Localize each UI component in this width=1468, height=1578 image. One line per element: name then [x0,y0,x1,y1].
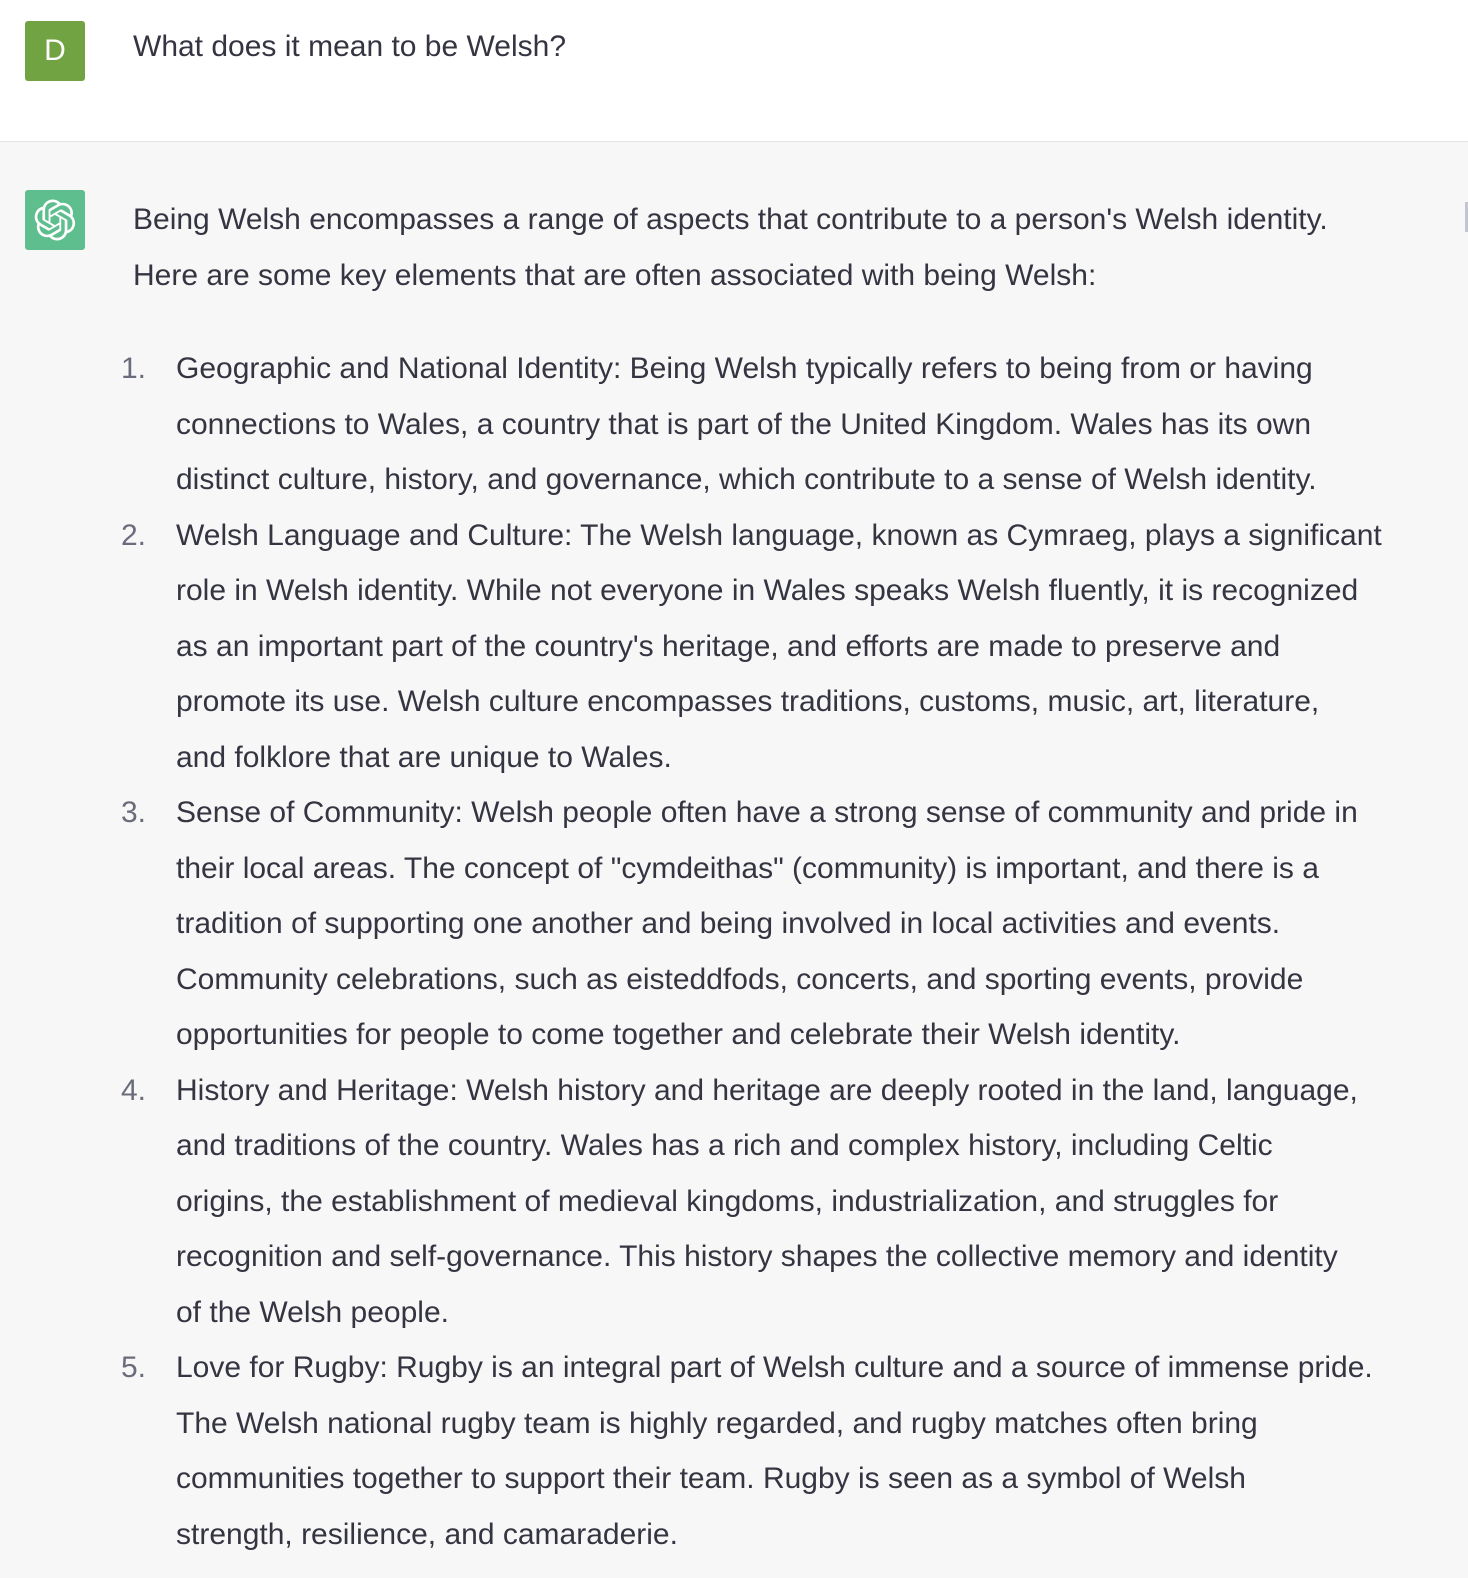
list-line: opportunities for people to come together and celebrate their Welsh identity. [176,1018,1181,1051]
key-elements-list [121,341,1443,1562]
list-line: and traditions of the country. Wales has a rich and complex history, including Celtic [176,1129,1273,1162]
list-number: 1. [121,352,147,385]
list-line: connections to Wales, a country that is part of the United Kingdom. Wales has its own [176,407,1312,441]
list-item [121,1063,1443,1341]
list-line: Community celebrations, such as eisteddfods, concerts, and sporting events, provide [176,962,1304,996]
list-line: distinct culture, history, and governance, which contribute to a sense of Welsh identity. [176,463,1317,496]
openai-logo-icon [34,199,76,241]
user-message-text: What does it mean to be Welsh? [133,30,567,63]
list-line: strength, resilience, and camaraderie. [176,1517,678,1551]
list-item [121,1340,1443,1562]
user-message-row [0,0,1468,142]
list-line: promote its use. Welsh culture encompasses traditions, customs, music, art, literature, [176,685,1320,718]
list-number: 4. [121,1073,147,1107]
assistant-message-content [121,192,1443,1562]
list-line: History and Heritage: Welsh history and heritage are deeply rooted in the land, language, [176,1073,1358,1107]
list-number: 3. [121,796,147,829]
list-line: origins, the establishment of medieval kingdoms, industrialization, and struggles for [176,1184,1279,1218]
list-number: 5. [121,1351,147,1384]
assistant-avatar [25,190,85,250]
list-line: Love for Rugby: Rugby is an integral part of Welsh culture and a source of immense pride. [176,1351,1373,1384]
list-line: their local areas. The concept of "cymdeithas" (community) is important, and there is a [176,851,1319,885]
intro-line: Being Welsh encompasses a range of aspects that contribute to a person's Welsh identity. [133,203,1328,236]
list-line: Sense of Community: Welsh people often have a strong sense of community and pride in [176,796,1358,829]
intro-line: Here are some key elements that are often associated with being Welsh: [133,258,1097,292]
list-line: as an important part of the country's heritage, and efforts are made to preserve and [176,629,1281,663]
list-line: Geographic and National Identity: Being Welsh typically refers to being from or having [176,352,1313,385]
list-line: Welsh Language and Culture: The Welsh language, known as Cymraeg, plays a significant [176,518,1382,552]
list-item [121,508,1443,786]
list-line: of the Welsh people. [176,1295,449,1329]
list-number: 2. [121,518,147,552]
assistant-message-row [0,142,1468,1578]
list-line: communities together to support their team. Rugby is seen as a symbol of Welsh [176,1462,1246,1495]
list-item [121,341,1443,508]
list-line: tradition of supporting one another and being involved in local activities and events. [176,907,1281,940]
list-line: recognition and self-governance. This history shapes the collective memory and identity [176,1240,1338,1273]
assistant-intro [133,192,1443,303]
list-line: and folklore that are unique to Wales. [176,740,672,774]
list-item [121,785,1443,1063]
list-line: role in Welsh identity. While not everyone in Wales speaks Welsh fluently, it is recognized [176,574,1359,607]
list-line: The Welsh national rugby team is highly regarded, and rugby matches often bring [176,1406,1258,1440]
user-avatar: D [25,21,85,81]
